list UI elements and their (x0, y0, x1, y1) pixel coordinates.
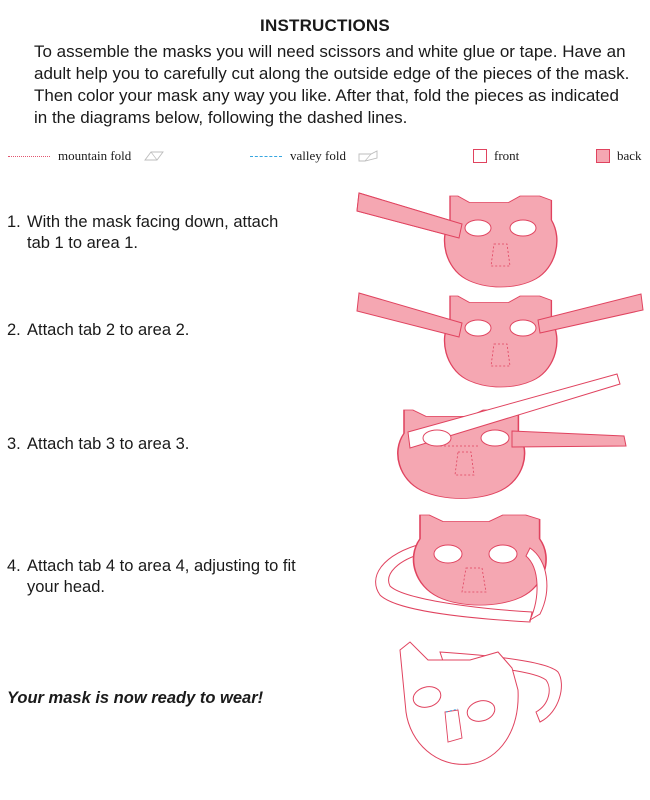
valley-fold-line-icon (250, 156, 282, 157)
step-3-diagram (398, 374, 626, 499)
finished-mask-diagram (400, 642, 561, 764)
step-1-number: 1. (7, 213, 21, 231)
step-4 (7, 556, 337, 598)
step-1-diagram (357, 193, 557, 287)
step-1 (7, 212, 337, 254)
step-4-text-line1: Attach tab 4 to area 4, adjusting to fit (27, 557, 296, 575)
step-3 (7, 434, 337, 455)
legend-front-label: front (494, 148, 520, 164)
step-4-diagram (376, 515, 547, 622)
intro-paragraph: To assemble the masks you will need scissors and white glue or tape. Have an adult help you to carefully cut along the outside edge of the pieces of the mask. Then color your mask any way you like. After that, fold the pieces as indicated in the diagrams below, following the dashed lines. (34, 42, 630, 127)
page-title: INSTRUCTIONS (260, 16, 390, 35)
legend-valley-fold (250, 147, 379, 163)
legend-back-label: back (617, 148, 642, 164)
step-2-text: Attach tab 2 to area 2. (27, 321, 190, 339)
back-swatch-icon (596, 149, 610, 163)
step-1-text-line1: With the mask facing down, attach (27, 213, 279, 231)
front-swatch-icon (473, 149, 487, 163)
step-4-text-line2: your head. (27, 578, 105, 596)
legend-mountain-fold (8, 147, 165, 163)
closing-message: Your mask is now ready to wear! (7, 689, 264, 707)
step-1-text-line2: tab 1 to area 1. (27, 234, 138, 252)
step-2-number: 2. (7, 321, 21, 339)
valley-fold-icon (357, 150, 379, 162)
step-4-number: 4. (7, 557, 21, 575)
step-3-number: 3. (7, 435, 21, 453)
legend-mountain-fold-label: mountain fold (58, 148, 132, 164)
legend-valley-fold-label: valley fold (290, 148, 346, 164)
step-2-diagram (357, 293, 643, 387)
step-3-text: Attach tab 3 to area 3. (27, 435, 190, 453)
step-2 (7, 320, 337, 341)
mountain-fold-icon (143, 151, 165, 161)
legend-back (596, 147, 642, 163)
legend-front (473, 147, 519, 163)
mountain-fold-line-icon (8, 156, 50, 157)
